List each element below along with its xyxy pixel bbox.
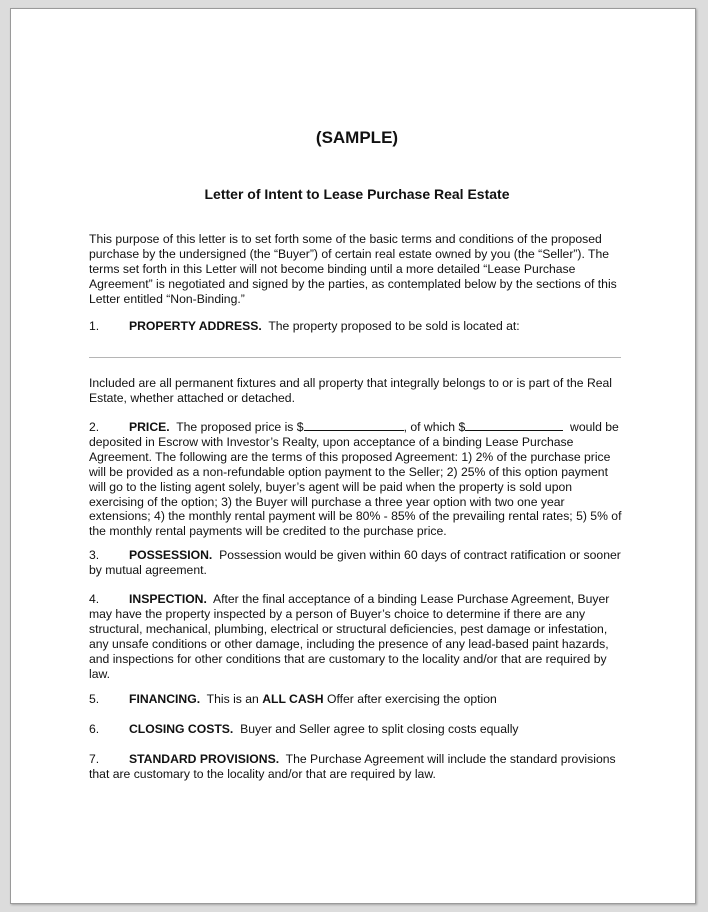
section-heading: PROPERTY ADDRESS. [129, 319, 262, 333]
deposit-blank [465, 419, 563, 431]
section-inspection [89, 592, 625, 681]
section-text: Buyer and Seller agree to split closing costs equally [240, 722, 519, 736]
section-number: 2. [89, 420, 100, 434]
section-heading: STANDARD PROVISIONS. [129, 752, 280, 766]
section-property-address [89, 319, 625, 334]
section-closing-costs [89, 722, 625, 737]
price-blank [304, 419, 404, 431]
document-page [10, 8, 696, 904]
section-standard-provisions [89, 752, 625, 782]
section-text: Possession would be given within 60 days of contract ratification or sooner by mutual agreement. [89, 548, 621, 577]
section-number: 1. [89, 319, 100, 333]
section-text-b: , of which $ [403, 420, 466, 434]
section-text-a: This is an [206, 692, 259, 706]
section-number: 4. [89, 592, 100, 606]
sample-label: (SAMPLE) [315, 128, 399, 147]
all-cash-emphasis: ALL CASH [262, 692, 324, 706]
section-number: 3. [89, 548, 100, 562]
section-number: 7. [89, 752, 100, 766]
section-heading: INSPECTION. [129, 592, 207, 606]
section-financing [89, 692, 625, 707]
section-text-a: The proposed price is $ [176, 420, 304, 434]
section-number: 6. [89, 722, 100, 736]
section-heading: PRICE. [129, 420, 170, 434]
section-text: After the final acceptance of a binding Lease Purchase Agreement, Buyer may have the property inspected by a person of Buyer’s choice to determine if there are any structural, mechanical, plumbing, electrical or structural deficiencies, pest damage or infestation, any unsafe conditions or other damage, including the presence of any lead-based paint hazards, and inspections for other conditions that are customary to the locality and/or that are required by law. [89, 592, 610, 681]
section-price [89, 419, 625, 539]
section-number: 5. [89, 692, 100, 706]
section-text: The property proposed to be sold is located at: [268, 319, 520, 333]
address-line [89, 357, 621, 358]
section-heading: CLOSING COSTS. [129, 722, 234, 736]
intro-paragraph: This purpose of this letter is to set forth some of the basic terms and conditions of the proposed purchase by the undersigned (the “Buyer”) of certain real estate owned by you (the “Seller”). The terms set forth in this Letter will not become binding until a more detailed “Lease Purchase Agreement” is negotiated and signed by the parties, as contemplated below by the sections of this Letter entitled “Non-Binding.” [89, 232, 617, 306]
document-title: Letter of Intent to Lease Purchase Real Estate [204, 186, 510, 202]
section-heading: FINANCING. [129, 692, 201, 706]
fixtures-paragraph: Included are all permanent fixtures and all property that integrally belongs to or is part of the Real Estate, whether attached or detached. [89, 376, 613, 405]
section-text-b: Offer after exercising the option [326, 692, 497, 706]
section-text: The Purchase Agreement will include the standard provisions that are customary to the locality and/or that are required by law. [89, 752, 616, 781]
section-heading: POSSESSION. [129, 548, 213, 562]
section-text-c: would be deposited in Escrow with Investor’s Realty, upon acceptance of a binding Lease Purchase Agreement. The following are the terms of this proposed Agreement: 1) 2% of the purchase price will be provided as a non-refundable option payment to the Seller; 2) 25% of this option payment will go to the listing agent solely, buyer’s agent will be paid when the property is sold upon exercising of the option; 3) the Buyer will purchase a three year option with two one year extensions; 4) the monthly rental payment will be 80% - 85% of the prevailing rental rates; 5) 5% of the monthly rental payments will be credited to the purchase price. [89, 420, 622, 539]
section-possession [89, 548, 625, 578]
